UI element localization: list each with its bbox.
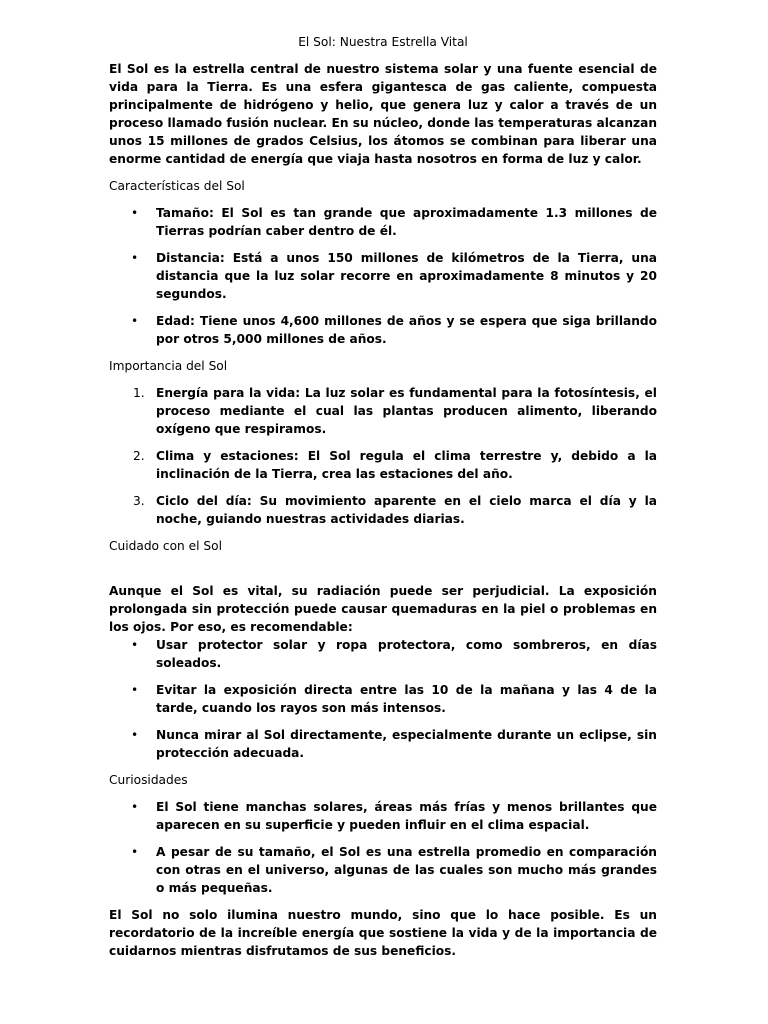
- list-item: [109, 384, 657, 438]
- bullet-icon: •: [131, 845, 139, 859]
- section-heading-curiosidades: Curiosidades: [109, 773, 188, 787]
- list-item-text: Distancia: Está a unos 150 millones de kilómetros de la Tierra, una distancia que la luz solar recorre en aproximadamente 8 minutos y 20 segundos.: [156, 251, 657, 301]
- list-item: [109, 492, 657, 528]
- section-heading-cuidado: Cuidado con el Sol: [109, 539, 222, 553]
- curiosidades-list: [109, 798, 657, 897]
- list-item-text: Clima y estaciones: El Sol regula el clima terrestre y, debido a la inclinación de la Tierra, crea las estaciones del año.: [156, 449, 657, 481]
- list-number: 2.: [133, 449, 145, 463]
- list-item-text: Ciclo del día: Su movimiento aparente en el cielo marca el día y la noche, guiando nuestras actividades diarias.: [156, 494, 657, 526]
- list-item: [109, 726, 657, 762]
- intro-paragraph: El Sol es la estrella central de nuestro sistema solar y una fuente esencial de vida para la Tierra. Es una esfera gigantesca de gas caliente, compuesta principalmente de hidrógeno y helio, que genera luz y calor a través de un proceso llamado fusión nuclear. En su núcleo, donde las temperaturas alcanzan unos 15 millones de grados Celsius, los átomos se combinan para liberar una enorme cantidad de energía que viaja hasta nosotros en forma de luz y calor.: [109, 62, 657, 166]
- importancia-list: [109, 384, 657, 528]
- section-heading-caracteristicas: Características del Sol: [109, 179, 245, 193]
- bullet-icon: •: [131, 638, 139, 652]
- list-item: [109, 312, 657, 348]
- list-item-text: Edad: Tiene unos 4,600 millones de años y se espera que siga brillando por otros 5,000 millones de años.: [156, 314, 657, 346]
- list-item: [109, 681, 657, 717]
- list-item-text: A pesar de su tamaño, el Sol es una estrella promedio en comparación con otras en el universo, algunas de las cuales son mucho más grandes o más pequeñas.: [156, 845, 657, 895]
- bullet-icon: •: [131, 728, 139, 742]
- cuidado-paragraph: Aunque el Sol es vital, su radiación puede ser perjudicial. La exposición prolongada sin protección puede causar quemaduras en la piel o problemas en los ojos. Por eso, es recomendable:: [109, 584, 657, 634]
- document-title: El Sol: Nuestra Estrella Vital: [298, 35, 468, 49]
- list-item-text: Tamaño: El Sol es tan grande que aproximadamente 1.3 millones de Tierras podrían caber dentro de él.: [156, 206, 657, 238]
- list-item: [109, 798, 657, 834]
- spacer: [109, 564, 657, 582]
- caracteristicas-list: [109, 204, 657, 348]
- list-item-text: Nunca mirar al Sol directamente, especialmente durante un eclipse, sin protección adecuada.: [156, 728, 657, 760]
- bullet-icon: •: [131, 251, 139, 265]
- list-item-text: El Sol tiene manchas solares, áreas más frías y menos brillantes que aparecen en su superficie y pueden influir en el clima espacial.: [156, 800, 657, 832]
- document-page: [109, 33, 657, 969]
- list-item-text: Energía para la vida: La luz solar es fundamental para la fotosíntesis, el proceso mediante el cual las plantas producen alimento, liberando oxígeno que respiramos.: [156, 386, 657, 436]
- cuidado-list: [109, 636, 657, 762]
- bullet-icon: •: [131, 800, 139, 814]
- list-item: [109, 843, 657, 897]
- list-item: [109, 249, 657, 303]
- conclusion-paragraph: El Sol no solo ilumina nuestro mundo, sino que lo hace posible. Es un recordatorio de la increíble energía que sostiene la vida y de la importancia de cuidarnos mientras disfrutamos de sus beneficios.: [109, 908, 657, 958]
- list-item: [109, 447, 657, 483]
- bullet-icon: •: [131, 314, 139, 328]
- list-number: 3.: [133, 494, 145, 508]
- bullet-icon: •: [131, 206, 139, 220]
- list-number: 1.: [133, 386, 145, 400]
- bullet-icon: •: [131, 683, 139, 697]
- section-heading-importancia: Importancia del Sol: [109, 359, 228, 373]
- list-item-text: Evitar la exposición directa entre las 10 de la mañana y las 4 de la tarde, cuando los rayos son más intensos.: [156, 683, 657, 715]
- list-item-text: Usar protector solar y ropa protectora, como sombreros, en días soleados.: [156, 638, 657, 670]
- list-item: [109, 636, 657, 672]
- list-item: [109, 204, 657, 240]
